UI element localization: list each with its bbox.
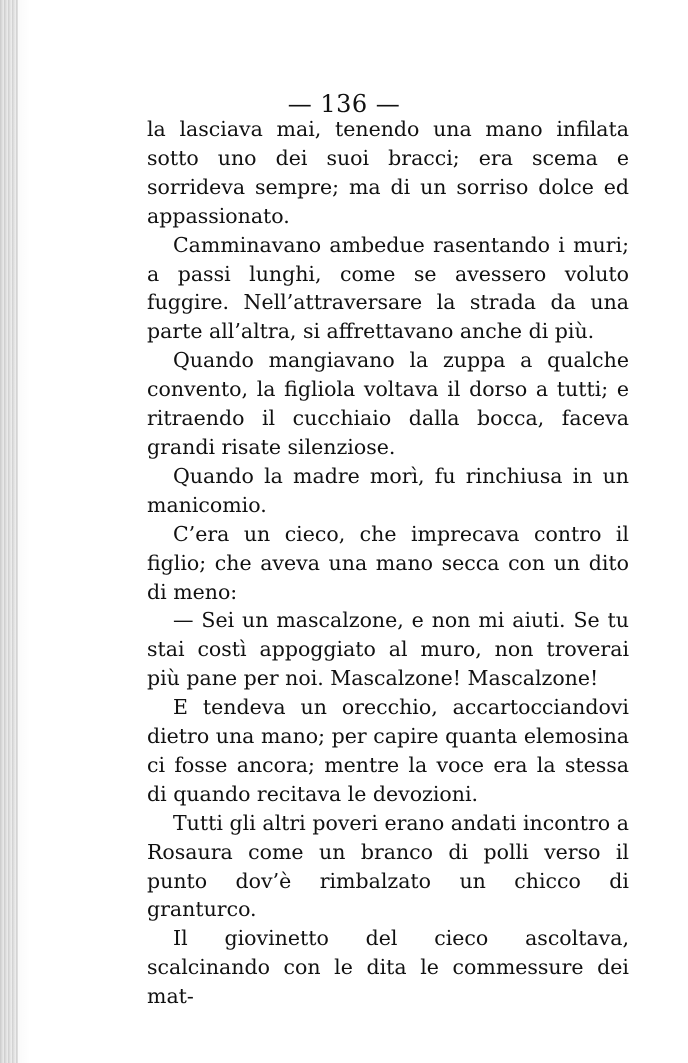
paragraph: la lasciava mai, tenendo una mano infilata sotto uno dei suoi bracci; era scema e sorrideva sempre; ma di un sorriso dolce ed appassionato. [147,117,629,228]
paragraph: Quando la madre morì, fu rinchiusa in un manicomio. [147,463,629,517]
paragraph: E tendeva un orecchio, accartocciandovi dietro una mano; per capire quanta elemosina ci fosse ancora; mentre la voce era la stessa di quando recitava le devozioni. [147,695,629,806]
paragraph: Tutti gli altri poveri erano andati incontro a Rosaura come un branco di polli verso il punto dov’è rimbalzato un chicco di granturco. [147,810,629,922]
paragraph: Il giovinetto del cieco ascoltava, scalcinando con le dita le commessure dei mat- [147,926,629,1009]
paragraph: Quando mangiavano la zuppa a qualche convento, la figliola voltava il dorso a tutti; e ritraendo il cucchiaio dalla bocca, faceva grandi risate silenziose. [147,348,629,459]
paragraph: C’era un cieco, che imprecava contro il figlio; che aveva una mano secca con un dito di meno: [147,521,629,604]
binding-shadow [0,0,18,1063]
paragraph: — Sei un mascalzone, e non mi aiuti. Se tu stai costì appoggiato al muro, non troverai più pane per noi. Mascalzone! Mascalzone! [147,608,629,691]
body-text [147,115,629,1011]
page-number: — 136 — [287,90,401,118]
paragraph: Camminavano ambedue rasentando i muri; a passi lunghi, come se avessero voluto fuggire. Nell’attraversare la strada da una parte all’altra, si affrettavano anche di più. [147,232,629,344]
